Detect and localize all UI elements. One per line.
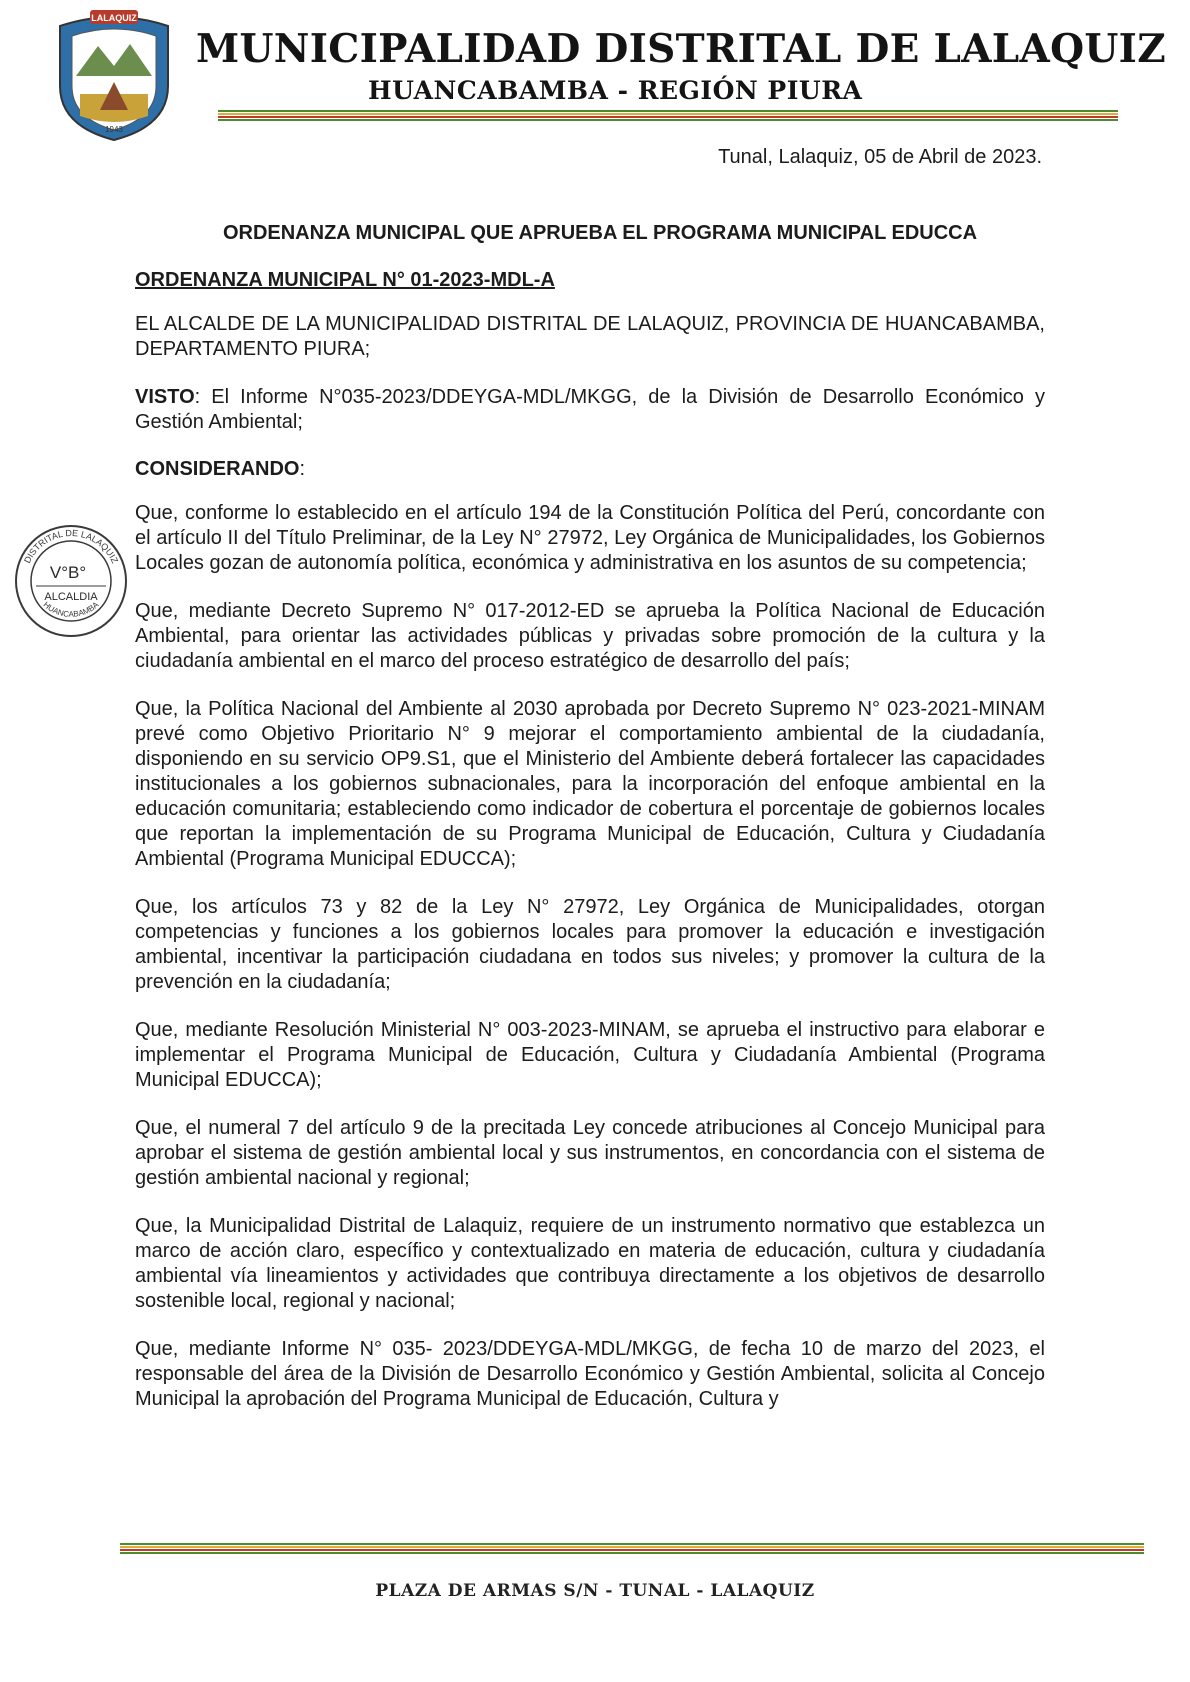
considerando-paragraph-1: Que, conforme lo establecido en el artículo 194 de la Constitución Política del Perú, concordante con el artículo II del Título Preliminar, de la Ley N° 27972, Ley Orgánica de Municipalidades, los Gobiernos Locales gozan de autonomía política, económica y administrativa en los asuntos de su competencia; xyxy=(135,502,1045,574)
stamp-alcaldia-text: ALCALDIA xyxy=(44,591,98,603)
alcaldia-approval-stamp xyxy=(12,522,130,640)
municipality-subtitle: HUANCABAMBA - REGIÓN PIURA xyxy=(368,76,863,105)
logo-year-text: 1943 xyxy=(105,125,123,134)
municipal-coat-of-arms-logo xyxy=(50,6,178,144)
logo-banner-text: LALAQUIZ xyxy=(91,13,137,23)
municipality-title: MUNICIPALIDAD DISTRITAL DE LALAQUIZ xyxy=(196,26,1166,72)
visto-text: : El Informe N°035-2023/DDEYGA-MDL/MKGG, de la División de Desarrollo Económico y Gestión Ambiental; xyxy=(135,386,1045,433)
considerando-paragraph-2: Que, mediante Decreto Supremo N° 017-2012-ED se aprueba la Política Nacional de Educación Ambiental, para orientar las actividades públicas y privadas sobre promoción de la cultura y la ciudadanía ambiental en el marco del proceso estratégico de desarrollo del país; xyxy=(135,600,1045,672)
header-divider xyxy=(218,110,1118,122)
stamp-ring-text: DISTRITAL DE LALAQUIZ xyxy=(22,527,120,565)
considerando-paragraph-7: Que, la Municipalidad Distrital de Lalaquiz, requiere de un instrumento normativo que establezca un marco de acción claro, específico y contextualizado en materia de educación, cultura y ciudadanía ambiental vía lineamientos y actividades que contribuya directamente a los objetivos de desarrollo sostenible local, regional y nacional; xyxy=(135,1215,1045,1312)
considerando-paragraph-4: Que, los artículos 73 y 82 de la Ley N° 27972, Ley Orgánica de Municipalidades, otorgan competencias y funciones a los gobiernos locales para promover la educación e investigación ambiental, incentivar la participación ciudadana en todos sus niveles; y promover la cultura de la prevención en la ciudadanía; xyxy=(135,896,1045,993)
visto-label: VISTO xyxy=(135,386,195,408)
considerando-colon: : xyxy=(299,458,306,480)
considerando-paragraph-6: Que, el numeral 7 del artículo 9 de la precitada Ley concede atribuciones al Concejo Municipal para aprobar el sistema de gestión ambiental local y sus instrumentos, en concordancia con el sistema de gestión ambiental nacional y regional; xyxy=(135,1117,1045,1189)
stamp-vb-text: V°B° xyxy=(49,563,87,582)
considerando-paragraph-3: Que, la Política Nacional del Ambiente al 2030 aprobada por Decreto Supremo N° 023-2021-MINAM prevé como Objetivo Prioritario N° 9 mejorar el comportamiento ambiental de la ciudadanía, disponiendo en su servicio OP9.S1, que el Ministerio del Ambiente deberá fortalecer las capacidades institucionales a los gobiernos subnacionales, para la incorporación del enfoque ambiental en la educación comunitaria; estableciendo como indicador de cobertura el porcentaje de gobiernos locales que reportan la implementación de su Programa Municipal de Educación, Cultura y Ciudadanía Ambiental (Programa Municipal EDUCCA); xyxy=(135,698,1045,870)
considerando-paragraph-8: Que, mediante Informe N° 035- 2023/DDEYGA-MDL/MKGG, de fecha 10 de marzo del 2023, el responsable del área de la División de Desarrollo Económico y Gestión Ambiental, solicita al Concejo Municipal la aprobación del Programa Municipal de Educación, Cultura y xyxy=(135,1338,1045,1410)
document-body xyxy=(135,222,1045,1435)
considerando-label: CONSIDERANDO xyxy=(135,458,300,480)
considerando-paragraph-5: Que, mediante Resolución Ministerial N° 003-2023-MINAM, se aprueba el instructivo para elaborar e implementar el Programa Municipal de Educación, Cultura y Ciudadanía Ambiental (Programa Municipal EDUCCA); xyxy=(135,1019,1045,1091)
document-date: Tunal, Lalaquiz, 05 de Abril de 2023. xyxy=(718,146,1042,168)
footer-divider xyxy=(120,1543,1144,1555)
stamp-ring-bottom-text: HUANCABAMBA xyxy=(41,600,101,619)
considerando-heading xyxy=(135,458,1045,481)
visto-paragraph xyxy=(135,385,1045,435)
intro-paragraph: EL ALCALDE DE LA MUNICIPALIDAD DISTRITAL DE LALAQUIZ, PROVINCIA DE HUANCABAMBA, DEPARTAMENTO PIURA; xyxy=(135,313,1045,360)
footer-address: PLAZA DE ARMAS S/N - TUNAL - LALAQUIZ xyxy=(375,1581,815,1601)
ordinance-title: ORDENANZA MUNICIPAL QUE APRUEBA EL PROGRAMA MUNICIPAL EDUCCA xyxy=(222,222,978,244)
ordinance-number: ORDENANZA MUNICIPAL N° 01-2023-MDL-A xyxy=(135,269,555,291)
